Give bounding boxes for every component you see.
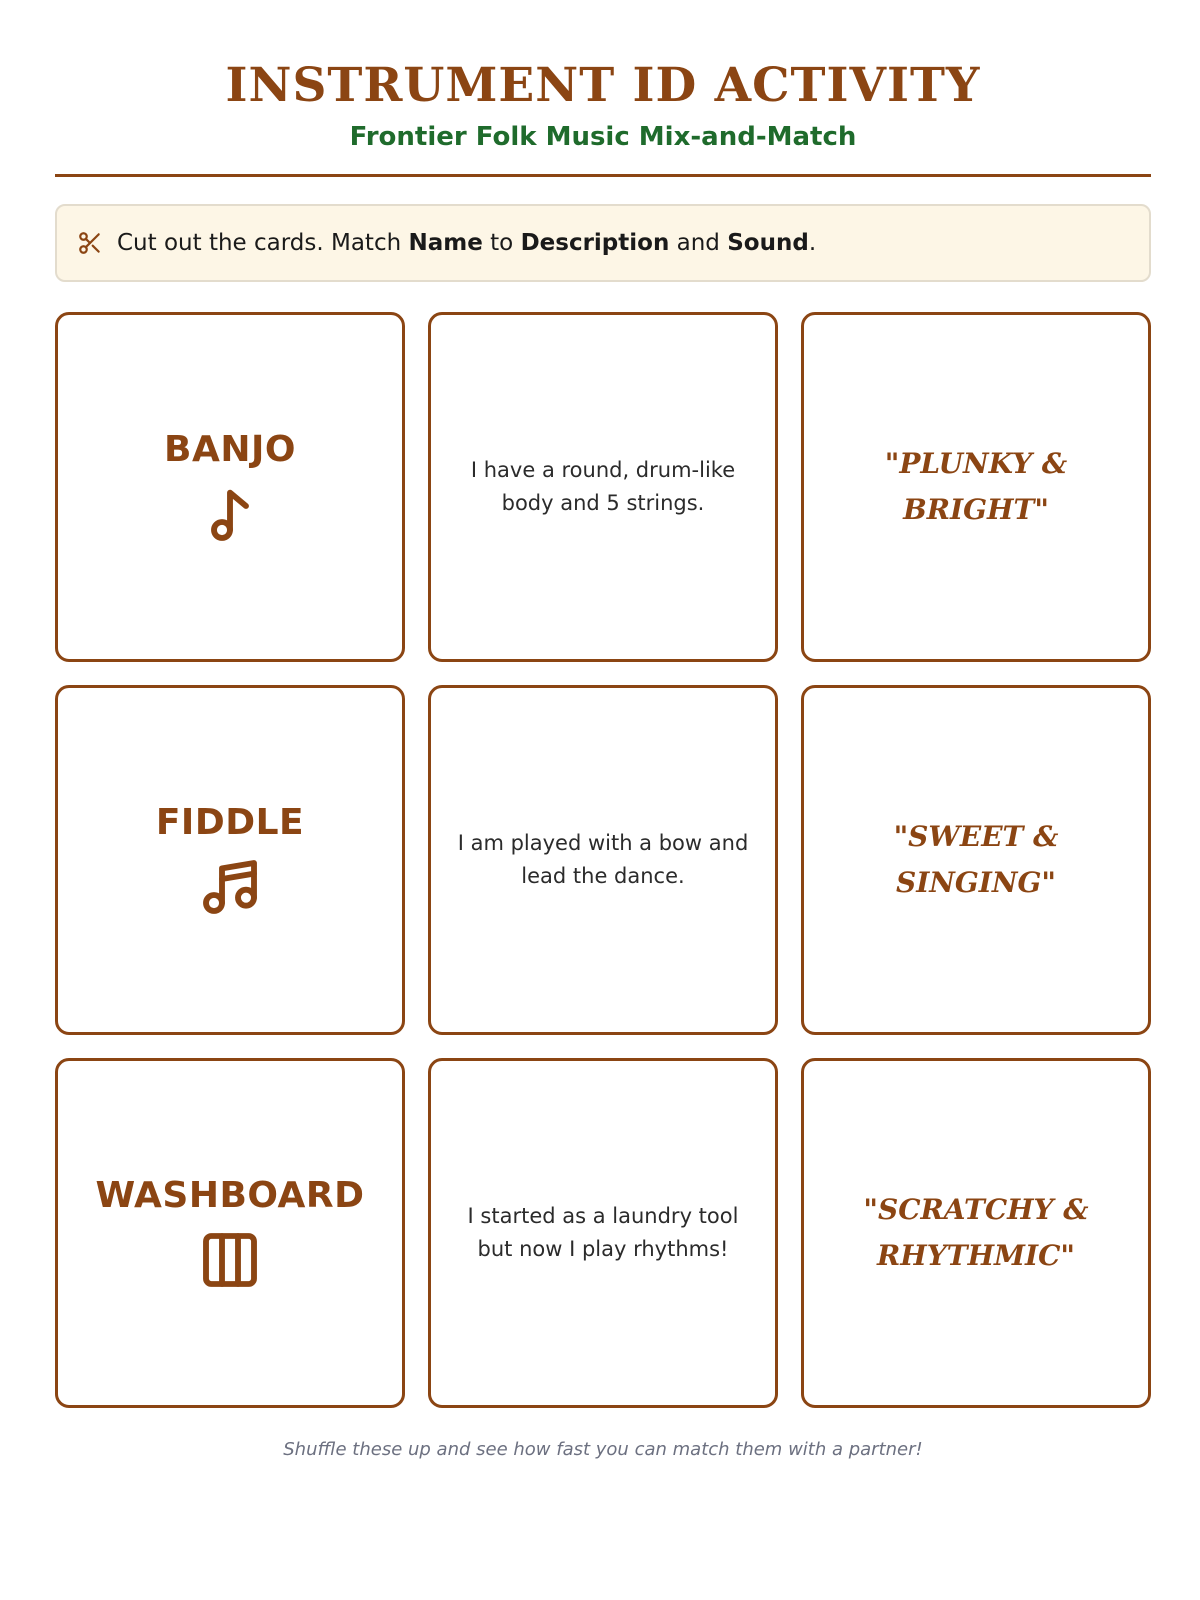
washboard-icon: [198, 1228, 262, 1292]
instrument-sound: "PLUNKY & BRIGHT": [884, 447, 1068, 526]
sound-card-banjo: [801, 312, 1151, 662]
instrument-description: I am played with a bow and lead the dance.: [457, 831, 749, 888]
scissors-icon: [77, 230, 103, 256]
instructions-name-word: Name: [408, 230, 483, 256]
worksheet-page: [55, 0, 1151, 1460]
page-subtitle: Frontier Folk Music Mix-and-Match: [349, 122, 857, 152]
instrument-sound: "SWEET & SINGING": [893, 820, 1059, 899]
page-title: INSTRUMENT ID ACTIVITY: [225, 58, 981, 113]
instrument-name: FIDDLE: [155, 801, 305, 843]
instrument-name: BANJO: [164, 428, 296, 470]
header-divider: [55, 174, 1151, 177]
description-card-fiddle: [428, 685, 778, 1035]
music-notes-icon: [198, 855, 262, 919]
instrument-name: WASHBOARD: [95, 1174, 365, 1216]
card-grid: [55, 312, 1151, 1408]
instructions-sound-word: Sound: [727, 230, 809, 256]
instructions-box: [55, 204, 1151, 282]
name-card-washboard: [55, 1058, 405, 1408]
instrument-sound: "SCRATCHY & RHYTHMIC": [863, 1193, 1089, 1272]
description-card-washboard: [428, 1058, 778, 1408]
instructions-description-word: Description: [520, 230, 670, 256]
sound-card-fiddle: [801, 685, 1151, 1035]
name-card-fiddle: [55, 685, 405, 1035]
instructions-text: Cut out the cards. Match Name to Description and Sound.: [117, 230, 817, 256]
instrument-description: I have a round, drum-like body and 5 strings.: [470, 458, 736, 515]
footer-note: Shuffle these up and see how fast you can match them with a partner!: [283, 1439, 923, 1460]
music-note-icon: [198, 482, 262, 546]
instrument-description: I started as a laundry tool but now I play rhythms!: [467, 1204, 739, 1261]
description-card-banjo: [428, 312, 778, 662]
sound-card-washboard: [801, 1058, 1151, 1408]
name-card-banjo: [55, 312, 405, 662]
worksheet-header: [55, 0, 1151, 154]
